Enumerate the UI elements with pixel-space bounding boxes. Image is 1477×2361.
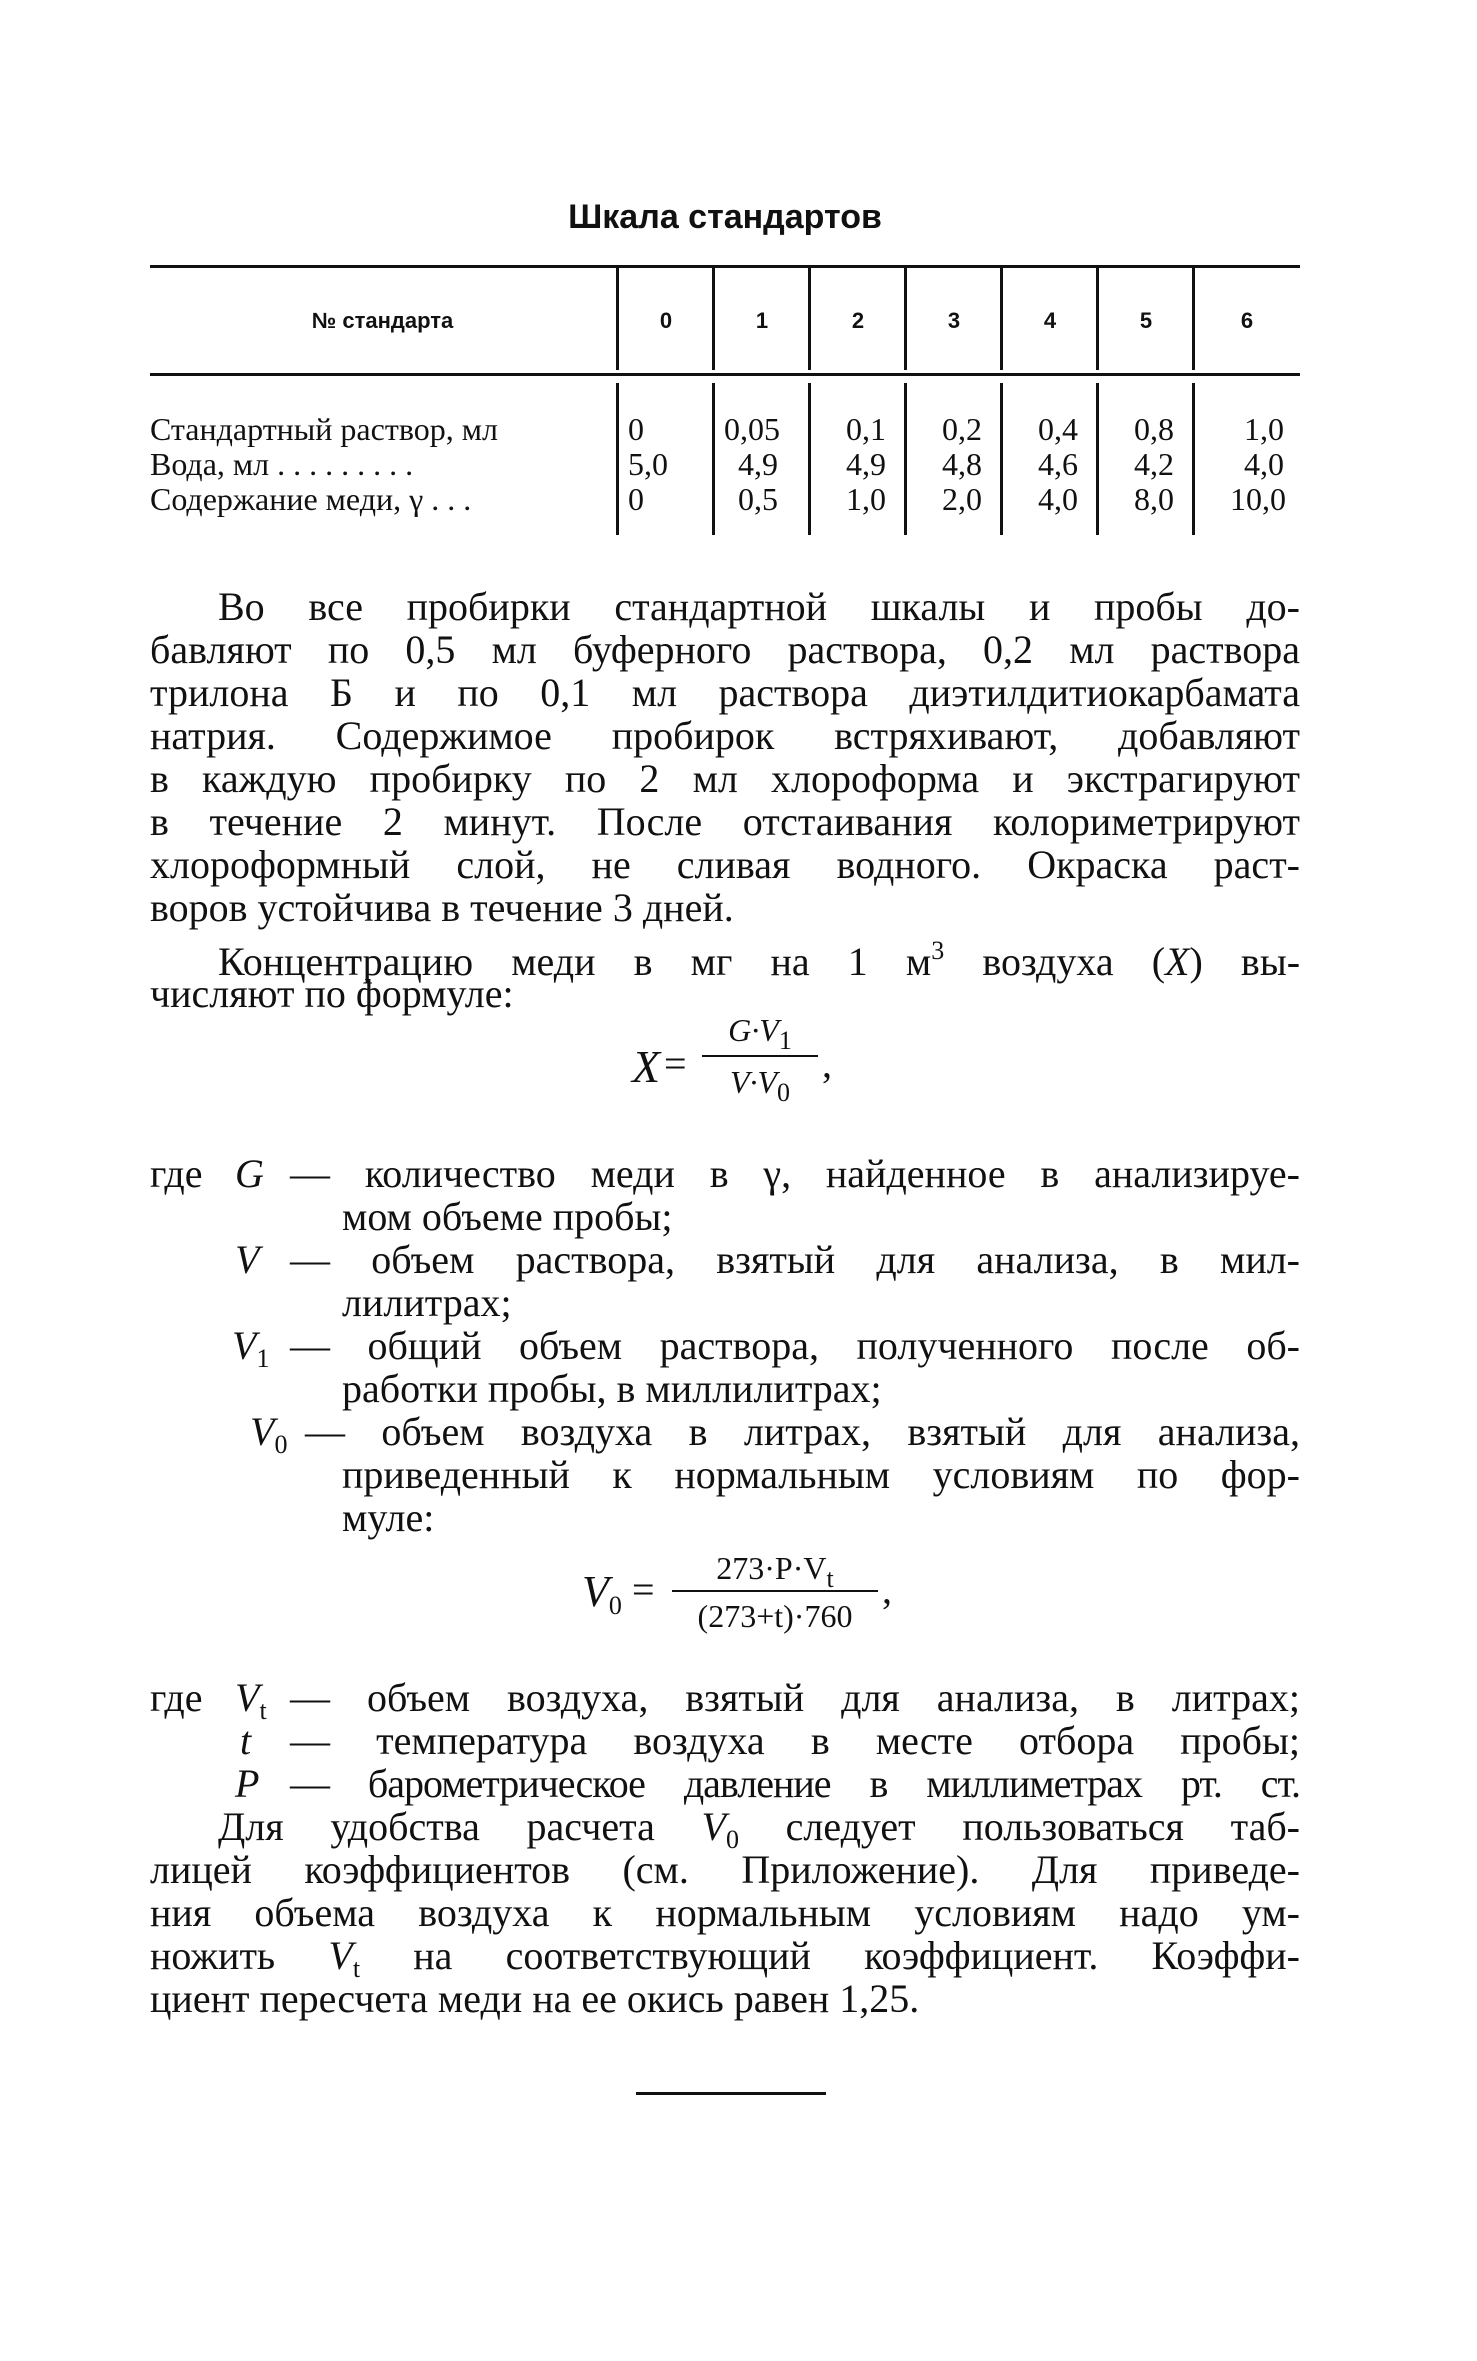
table-vline xyxy=(616,265,619,370)
table-cell: 1,0 xyxy=(1244,411,1284,447)
def-text: — температура воздуха в месте отбора пробы; xyxy=(290,1718,1300,1763)
def-text: муле: xyxy=(342,1495,435,1540)
text-line: ния объема воздуха к нормальным условиям надо ум- xyxy=(150,1890,1300,1935)
table-vline xyxy=(712,265,715,370)
text-line: в течение 2 минут. После отстаивания колориметрируют xyxy=(150,799,1300,844)
table-cell: 0,05 xyxy=(724,411,780,447)
def-symbol: V xyxy=(235,1237,260,1282)
def-symbol: $V_0$ xyxy=(250,1409,288,1459)
text-line: бавляют по 0,5 мл буферного раствора, 0,2 мл раствора xyxy=(150,627,1300,672)
table-cell: 4,6 xyxy=(1038,446,1078,482)
table-vline xyxy=(1096,383,1099,535)
table-col-header: 5 xyxy=(1139,308,1153,333)
def-symbol: t xyxy=(240,1718,252,1763)
text-line: в каждую пробирку по 2 мл хлороформа и экстрагируют xyxy=(150,756,1300,801)
table-cell: 0,5 xyxy=(738,481,778,517)
table-vline xyxy=(1096,265,1099,370)
formula-numerator: $273\cdot P\cdot V_t$ xyxy=(716,1550,834,1593)
table-cell: 4,9 xyxy=(846,446,886,482)
table-cell: 0,4 xyxy=(1038,411,1078,447)
text-line: ножить $V_t$ на соответствующий коэффициент. Коэффи- xyxy=(150,1933,1300,1983)
table-vline xyxy=(1192,383,1195,535)
formula-denominator: (273+t)·760 xyxy=(697,1598,853,1634)
text-line: лицей коэффициентов (см. Приложение). Для приведе- xyxy=(150,1847,1300,1892)
def-text: — объем воздуха в литрах, взятый для анализа, xyxy=(305,1409,1300,1454)
text-line: Для удобства расчета $V_0$ следует пользоваться таб- xyxy=(218,1804,1300,1854)
table-cell: 4,2 xyxy=(1134,446,1174,482)
def-text: работки пробы, в миллилитрах; xyxy=(342,1366,882,1411)
table-vline xyxy=(1192,265,1195,370)
defs-lead: где xyxy=(150,1675,203,1720)
fraction-bar xyxy=(702,1055,818,1057)
def-text: лилитрах; xyxy=(342,1280,512,1325)
standards-table xyxy=(150,265,1300,535)
table-header-rule xyxy=(150,373,1300,376)
formula-denominator: $V\cdot V_0$ xyxy=(729,1064,791,1107)
table-vline xyxy=(1000,265,1003,370)
text-line: хлороформный слой, не сливая водного. Окраска раст- xyxy=(150,842,1300,887)
table-cell: 8,0 xyxy=(1134,481,1174,517)
table-vline xyxy=(808,265,811,370)
text-line: воров устойчива в течение 3 дней. xyxy=(150,885,734,930)
def-symbol: G xyxy=(235,1151,264,1196)
table-cell: 4,8 xyxy=(942,446,982,482)
table-vline xyxy=(904,265,907,370)
def-text: — барометрическое давление в миллиметрах рт. ст. xyxy=(290,1761,1300,1806)
page: Шкала стандартов № стандарта 0 1 2 3 4 5 6 Стандартный раствор, мл Вода, мл . . . . . . . . . Содержание меди, γ . . . 0 0,05 0,1 0,2 0,4 0,8 1,0 5,0 4,9 4,9 4,8 4,6 4,2 4,0 0 0,5 1,0 2,0 4,0 8,0 10,0 Во все пробирки стандартной шкалы и пробы до- бавляют по 0,5 мл буферного раствора, 0,2 мл раствора трилона Б и по 0,1 мл раствора диэтилдитиокарбамата натрия. Содержимое пробирок встряхивают, добавляют в каждую пробирку по 2 мл хлороформа и экстрагируют в течение 2 минут. После отстаивания колориметрируют хлороформный слой, не сливая водного. Окраска раст- воров устойчива в течение 3 дней. Концентрацию меди в мг на 1 $м^3$ воздуха (X) вы- числяют по формуле: X = $G\cdot V_1$ $V\cdot V_0$ , где G — количество меди в γ, найденное в анализируе- мом объеме пробы; V — объем раствора, взятый для анализа, в мил- лилитрах; $V_1$ — общий объем раствора, полученного после об- работки пробы, в миллилитрах; $V_0$ — объем воздуха в литрах, взятый для анализа, приведенный к нормальным условиям по фор- муле: $V_0$ = $273\cdot P\cdot V_t$ (273+t)·760 , где $V_t$ — объем воздуха, взятый для анализа, в литрах; t — температура воздуха в месте отбора пробы; P — барометрическое давление в миллиметрах рт. ст. Для удобства расчета $V_0$ следует пользоваться таб- лицей коэффициентов (см. Приложение). Для приведе- ния объема воздуха к нормальным условиям надо ум- ножить $V_t$ на соответствующий коэффициент. Коэффи- циент пересчета меди на ее окись равен 1,25. xyxy=(0,0,1477,2361)
table-cell: 1,0 xyxy=(846,481,886,517)
table-col-header: 2 xyxy=(851,308,865,333)
table-cell: 0 xyxy=(628,481,644,517)
table-cell: 0,8 xyxy=(1134,411,1174,447)
table-cell: 10,0 xyxy=(1230,481,1286,517)
end-rule xyxy=(636,2092,826,2095)
table-cell: 4,0 xyxy=(1038,481,1078,517)
table-vline xyxy=(1000,383,1003,535)
table-col-header: 6 xyxy=(1240,308,1254,333)
table-cell: 0,1 xyxy=(846,411,886,447)
def-symbol: $V_t$ xyxy=(235,1675,267,1725)
table-row-label: Стандартный раствор, мл xyxy=(150,411,498,447)
table-row-label: Вода, мл . . . . . . . . . xyxy=(150,446,414,482)
table-vline xyxy=(904,383,907,535)
table-vline xyxy=(616,383,619,535)
text-line: натрия. Содержимое пробирок встряхивают, добавляют xyxy=(150,713,1300,758)
table-col-header: 1 xyxy=(755,308,769,333)
def-text: — общий объем раствора, полученного после об- xyxy=(290,1323,1300,1368)
formula-numerator: $G\cdot V_1$ xyxy=(728,1012,792,1055)
text-line: Концентрацию меди в мг на 1 $м^3$ воздуха (X) вы- xyxy=(218,936,1301,984)
table-cell: 4,9 xyxy=(738,446,778,482)
def-text: мом объеме пробы; xyxy=(342,1194,673,1239)
table-col-header: 3 xyxy=(947,308,961,333)
table-title: Шкала стандартов xyxy=(568,198,882,236)
text-line: трилона Б и по 0,1 мл раствора диэтилдитиокарбамата xyxy=(150,670,1300,715)
table-cell: 0 xyxy=(628,411,644,447)
table-col-header: 4 xyxy=(1043,308,1057,333)
table-vline xyxy=(712,383,715,535)
table-cell: 2,0 xyxy=(942,481,982,517)
table-top-rule xyxy=(150,265,1300,268)
table-vline xyxy=(808,383,811,535)
table-header-label: № стандарта xyxy=(311,308,454,333)
def-symbol: $V_1$ xyxy=(232,1323,270,1373)
table-cell: 0,2 xyxy=(942,411,982,447)
def-text: — количество меди в γ, найденное в анализируе- xyxy=(290,1151,1300,1196)
fraction-bar xyxy=(672,1590,878,1592)
def-symbol: P xyxy=(235,1761,260,1806)
text-line: Во все пробирки стандартной шкалы и пробы до- xyxy=(218,584,1300,629)
table-col-header: 0 xyxy=(659,308,673,333)
def-text: — объем раствора, взятый для анализа, в мил- xyxy=(290,1237,1300,1282)
table-cell: 5,0 xyxy=(628,446,668,482)
text-line: числяют по формуле: xyxy=(150,971,514,1016)
defs-lead: где xyxy=(150,1151,203,1196)
table-cell: 4,0 xyxy=(1244,446,1284,482)
def-text: приведенный к нормальным условиям по фор- xyxy=(342,1452,1300,1497)
text-line: циент пересчета меди на ее окись равен 1,25. xyxy=(150,1976,920,2021)
def-text: — объем воздуха, взятый для анализа, в литрах; xyxy=(290,1675,1300,1720)
table-row-label: Содержание меди, γ . . . xyxy=(150,481,472,517)
